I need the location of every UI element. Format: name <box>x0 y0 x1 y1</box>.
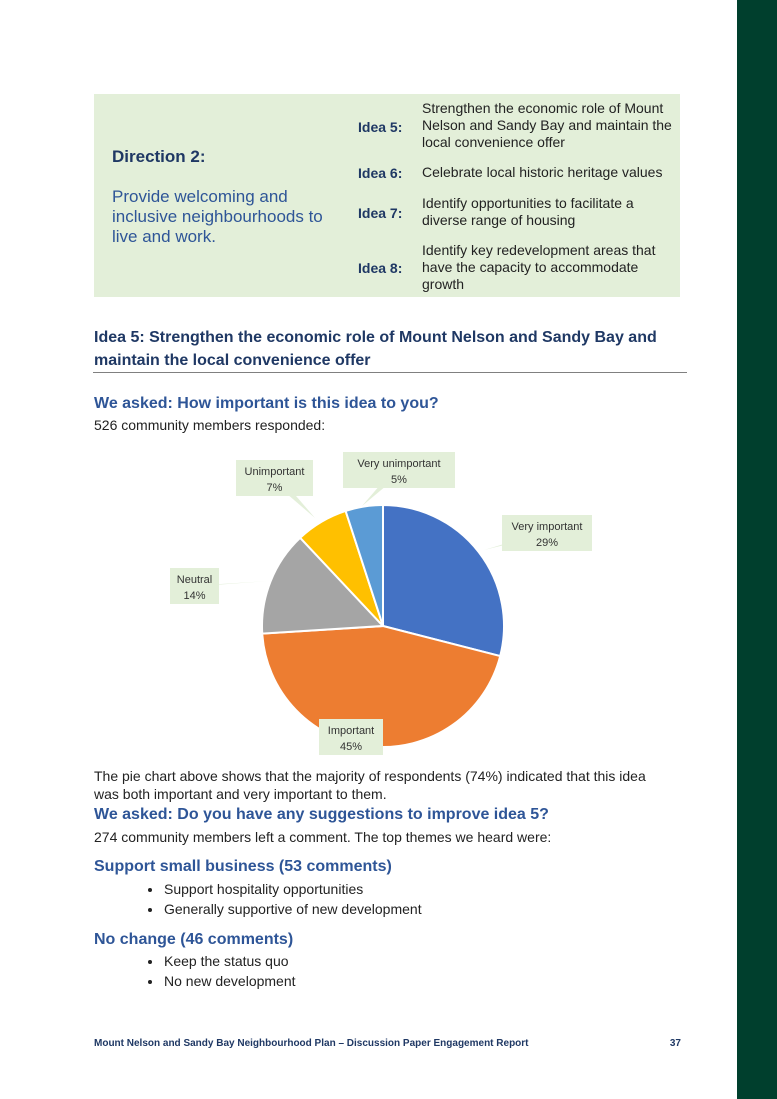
comment-intro: 274 community members left a comment. The top themes we heard were: <box>94 829 552 845</box>
slice-value-label: 45% <box>339 741 363 753</box>
theme-2-list <box>118 951 296 991</box>
responded-count: 526 community members responded: <box>94 417 326 433</box>
idea-heading: Idea 5: Strengthen the economic role of Mount Nelson and Sandy Bay and maintain the local convenience offer <box>94 329 657 369</box>
slice-value-label: 7% <box>266 482 283 494</box>
question-1-heading: We asked: How important is this idea to you? <box>94 395 439 412</box>
theme-1-list <box>118 879 422 919</box>
slice-category-label: Unimportant <box>244 466 305 478</box>
list-item: • No new development <box>163 971 296 991</box>
page-side-band <box>737 0 777 1099</box>
slice-category-label: Very important <box>511 521 583 533</box>
slice-category-label: Very unimportant <box>357 458 441 470</box>
theme-2-heading: No change (46 comments) <box>94 931 294 948</box>
idea-6-text: Celebrate local historic heritage values <box>422 164 663 180</box>
idea-7-label: Idea 7: <box>358 205 403 221</box>
idea-5-label: Idea 5: <box>358 119 403 135</box>
list-item: • Keep the status quo <box>163 951 296 971</box>
question-2-heading: We asked: Do you have any suggestions to improve idea 5? <box>94 806 549 823</box>
slice-value-label: 29% <box>535 537 559 549</box>
chart-summary: The pie chart above shows that the majority of respondents (74%) indicated that this idea was both important and very important to them. <box>94 768 646 802</box>
page-number: 37 <box>669 1038 681 1049</box>
slice-category-label: Neutral <box>176 574 213 586</box>
idea-8-label: Idea 8: <box>358 260 403 276</box>
theme-1-heading: Support small business (53 comments) <box>94 858 392 875</box>
idea-5-text: Strengthen the economic role of Mount Nelson and Sandy Bay and maintain the local convenience offer <box>422 100 672 150</box>
idea-6-label: Idea 6: <box>358 165 403 181</box>
footer-title: Mount Nelson and Sandy Bay Neighbourhood Plan – Discussion Paper Engagement Report <box>94 1038 529 1049</box>
slice-value-label: 5% <box>391 474 407 486</box>
list-item: • Support hospitality opportunities <box>163 879 422 899</box>
list-item: • Generally supportive of new development <box>163 899 422 919</box>
slice-category-label: Important <box>327 725 375 737</box>
direction-title: Direction 2: <box>112 147 206 166</box>
page-footer <box>94 1038 681 1049</box>
direction-description: Provide welcoming and inclusive neighbourhoods to live and work. <box>112 187 323 246</box>
idea-8-text: Identify key redevelopment areas that have the capacity to accommodate growth <box>422 242 656 292</box>
idea-7-text: Identify opportunities to facilitate a diverse range of housing <box>422 195 634 228</box>
slice-value-label: 14% <box>183 590 206 602</box>
